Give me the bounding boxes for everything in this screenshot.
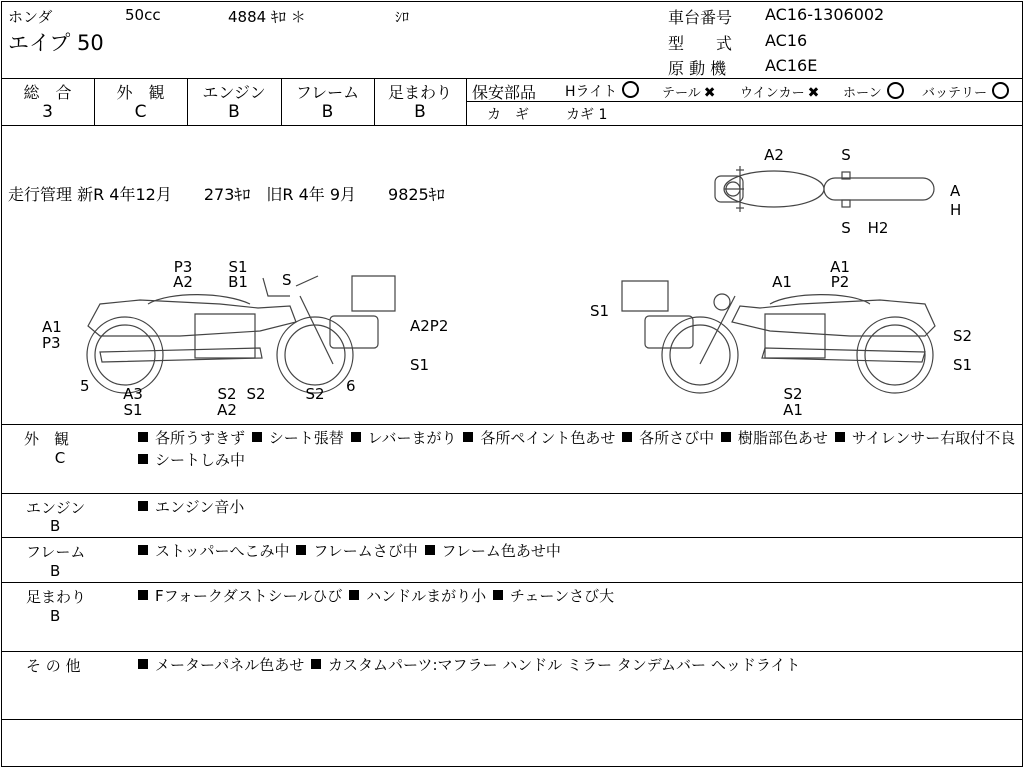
grade-overall-value: 3	[42, 102, 53, 122]
grade-suspension-value: B	[414, 102, 426, 122]
mark-label: A	[950, 182, 961, 200]
ok-circle-icon	[622, 81, 639, 98]
mark-label: A2	[217, 401, 237, 419]
type-label: 型 式	[668, 34, 733, 53]
mark-label: A3	[123, 385, 143, 403]
grade-frame-label: フレーム	[295, 83, 360, 102]
mark-label: S2	[953, 327, 973, 345]
ng-cross-icon: ✖	[703, 85, 716, 101]
bike-right-view	[622, 281, 935, 393]
bike-top-view	[715, 166, 934, 212]
mark-label: S2	[217, 385, 237, 403]
grade-exterior-label: 外 観	[116, 83, 165, 102]
bike-left-view	[87, 276, 395, 393]
mark-label: A1	[772, 273, 792, 291]
note-items-engine: エンジン音小	[136, 496, 244, 518]
mark-label: H	[950, 201, 962, 219]
note-grade-exterior: C	[54, 449, 66, 467]
mark-label: A2P2	[410, 317, 449, 335]
key-value: カギ 1	[566, 107, 608, 123]
mark-label: S1	[590, 302, 610, 320]
note-category-other: そ の 他	[26, 657, 81, 675]
mileage: 4884 ｷﾛ ＊	[228, 8, 306, 26]
note-grade-engine: B	[50, 517, 61, 535]
mark-label: A2	[764, 146, 784, 164]
mark-label: A1	[783, 401, 803, 419]
mark-label: A2	[173, 273, 193, 291]
chassis-number: AC16-1306002	[765, 5, 885, 24]
chassis-label: 車台番号	[668, 8, 733, 27]
grade-overall-label: 総 合	[23, 83, 72, 102]
note-category-exterior: 外 観	[24, 430, 70, 448]
mark-label: A1	[830, 258, 850, 276]
note-category-frame: フレーム	[26, 543, 86, 561]
mark-label: P3	[173, 258, 193, 276]
engine-label: 原 動 機	[668, 59, 727, 78]
type-value: AC16	[765, 31, 808, 50]
grade-frame-value: B	[321, 102, 334, 122]
engine-value: AC16E	[765, 56, 818, 75]
note-items-other: メーターパネル色あせ カスタムパーツ:マフラー ハンドル ミラー タンデムバー ヘッドライト	[136, 654, 800, 676]
model-name: エイプ 50	[8, 31, 104, 55]
note-category-suspension: 足まわり	[26, 588, 87, 606]
ok-circle-icon	[887, 82, 904, 99]
note-items-frame: ストッパーへこみ中 フレームさび中 フレーム色あせ中	[136, 540, 561, 562]
mark-label: S	[841, 146, 851, 164]
safety-winker: ウインカー ✖	[740, 85, 820, 101]
displacement: 50cc	[125, 6, 161, 24]
mark-label: S1	[228, 258, 248, 276]
safety-battery: バッテリー	[922, 82, 1009, 101]
safety-title: 保安部品	[472, 83, 537, 102]
damage-diagram	[0, 126, 1024, 424]
mark-label: S2	[783, 385, 803, 403]
mark-label: S1	[953, 356, 973, 374]
safety-horn: ホーン	[843, 82, 904, 101]
color: ｼﾛ	[395, 10, 409, 26]
mark-label: S2	[305, 385, 325, 403]
grade-engine-label: エンジン	[202, 83, 266, 102]
mark-label: S2	[246, 385, 266, 403]
ng-cross-icon: ✖	[807, 85, 820, 101]
mark-label: H2	[867, 219, 889, 237]
mark-label: B1	[228, 273, 248, 291]
mark-label: S1	[123, 401, 143, 419]
note-grade-frame: B	[50, 562, 61, 580]
mark-label: S	[282, 271, 292, 289]
mark-label: S	[841, 219, 851, 237]
maker: ホンダ	[8, 8, 53, 26]
safety-headlight: Hライト	[565, 81, 639, 101]
mark-label: A1	[42, 318, 62, 336]
key-label: カ ギ	[487, 107, 529, 123]
grade-suspension-label: 足まわり	[387, 83, 452, 102]
note-category-engine: エンジン	[26, 499, 86, 517]
mark-label: 6	[346, 377, 356, 395]
note-items-exterior: 各所うすきず シート張替 レバーまがり 各所ペイント色あせ 各所さび中 樹脂部色あせ サイレンサー右取付不良 シートしみ中	[136, 427, 1016, 471]
grade-engine-value: B	[228, 102, 240, 122]
mark-label: S1	[410, 356, 430, 374]
odometer-record: 走行管理 新R 4年12月 273ｷﾛ 旧R 4年 9月 9825ｷﾛ	[8, 185, 445, 204]
mark-label: P2	[830, 273, 850, 291]
grade-exterior-value: C	[134, 102, 147, 122]
note-items-suspension: Fフォークダストシールひび ハンドルまがり小 チェーンさび大	[136, 585, 614, 607]
mark-label: P3	[42, 334, 61, 352]
ok-circle-icon	[992, 82, 1009, 99]
mark-label: 5	[80, 377, 90, 395]
note-grade-suspension: B	[50, 607, 61, 625]
safety-tail: テール ✖	[662, 85, 716, 101]
